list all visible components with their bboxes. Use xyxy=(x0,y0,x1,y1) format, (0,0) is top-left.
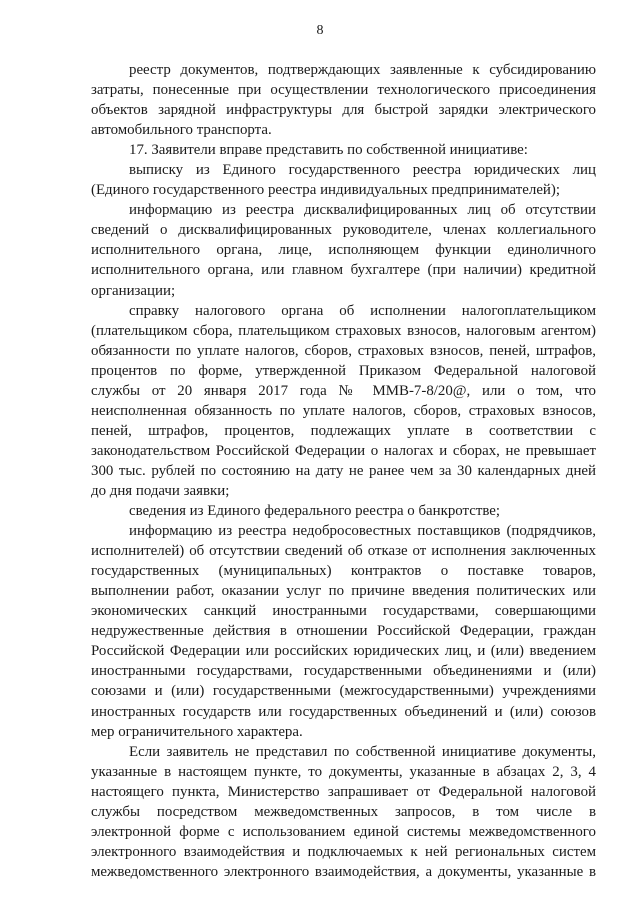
text-line: справку налогового органа об исполнении налогоплательщиком xyxy=(129,302,596,319)
text-line: информацию из реестра недобросовестных поставщиков (подрядчиков, xyxy=(129,523,596,540)
text-line: до дня подачи заявки; xyxy=(91,482,230,499)
text-line: сведений о дисквалифицированных руководителе, членах коллегиального xyxy=(91,222,596,239)
text-line: межведомственного электронного взаимодействия, а документы, указанные в xyxy=(91,863,596,880)
text-line: иностранных государств или государственных объединений и (или) союзов xyxy=(91,703,596,720)
text-line: обязанности по уплате налогов, сборов, страховых взносов, пеней, штрафов, xyxy=(91,342,596,359)
text-line: процентов по форме, утвержденной Приказом Федеральной налоговой xyxy=(91,362,596,379)
text-line: мер ограничительного характера. xyxy=(91,723,303,740)
text-line: объектов зарядной инфраструктуры для быстрой зарядки электрического xyxy=(91,102,596,119)
text-line: исполнительного органа, лице, исполняющем функции единоличного xyxy=(91,242,596,259)
text-line: затраты, понесенные при осуществлении технологического присоединения xyxy=(91,82,596,99)
text-line: информацию из реестра дисквалифицированных лиц об отсутствии xyxy=(129,202,596,219)
text-line: исполнителей) об отсутствии сведений об отказе от исполнения заключенных xyxy=(91,543,596,560)
text-line: законодательством Российской Федерации о налогах и сборах, не превышает xyxy=(91,442,596,459)
text-line: союзами и (или) государственными (межгосударственными) учреждениями xyxy=(91,683,596,700)
text-line: недружественные действия в отношении Российской Федерации, граждан xyxy=(91,623,596,640)
text-line: иностранными государствами, государственными объединениями и (или) xyxy=(91,663,596,680)
text-line: настоящего пункта, Министерство запрашивает от Федеральной налоговой xyxy=(91,783,596,800)
text-line: электронной форме с использованием единой системы межведомственного xyxy=(91,823,596,840)
text-line: 300 тыс. рублей по состоянию на дату не ранее чем за 30 календарных дней xyxy=(91,462,596,479)
text-line: 17. Заявители вправе представить по собственной инициативе: xyxy=(129,142,528,159)
text-line: государственных (муниципальных) контрактов о поставке товаров, xyxy=(91,563,596,580)
text-line: автомобильного транспорта. xyxy=(91,122,272,139)
text-line: службы посредством межведомственных запросов, в том числе в xyxy=(91,803,596,820)
text-line: неисполненная обязанность по уплате налогов, сборов, страховых взносов, xyxy=(91,402,596,419)
text-line: Российской Федерации или российских юридических лиц, и (или) введением xyxy=(91,643,596,660)
text-line: указанные в настоящем пункте, то документы, указанные в абзацах 2, 3, 4 xyxy=(91,763,596,780)
text-line: электронного взаимодействия и подключаемых к ней региональных систем xyxy=(91,843,596,860)
text-line: службы от 20 января 2017 года № ММВ-7-8/20@, или о том, что xyxy=(91,382,596,399)
text-line: исполнительного органа, или главном бухгалтере (при наличии) кредитной xyxy=(91,262,596,279)
document-body xyxy=(91,60,596,882)
text-line: экономических санкций иностранными государствами, совершающими xyxy=(91,603,596,620)
page-number: 8 xyxy=(316,23,324,38)
text-line: (Единого государственного реестра индивидуальных предпринимателей); xyxy=(91,182,560,199)
text-line: пеней, штрафов, процентов, подлежащих уплате в соответствии с xyxy=(91,422,596,439)
text-line: (плательщиком сбора, плательщиком страховых взносов, налоговым агентом) xyxy=(91,322,596,339)
text-line: выписку из Единого государственного реестра юридических лиц xyxy=(129,162,596,179)
text-line: организации; xyxy=(91,282,176,299)
text-line: выполнении работ, оказании услуг по причине введения политических или xyxy=(91,583,596,600)
text-line: сведения из Единого федерального реестра о банкротстве; xyxy=(129,503,501,520)
text-line: Если заявитель не представил по собственной инициативе документы, xyxy=(129,743,596,760)
text-line: реестр документов, подтверждающих заявленные к субсидированию xyxy=(129,62,596,78)
